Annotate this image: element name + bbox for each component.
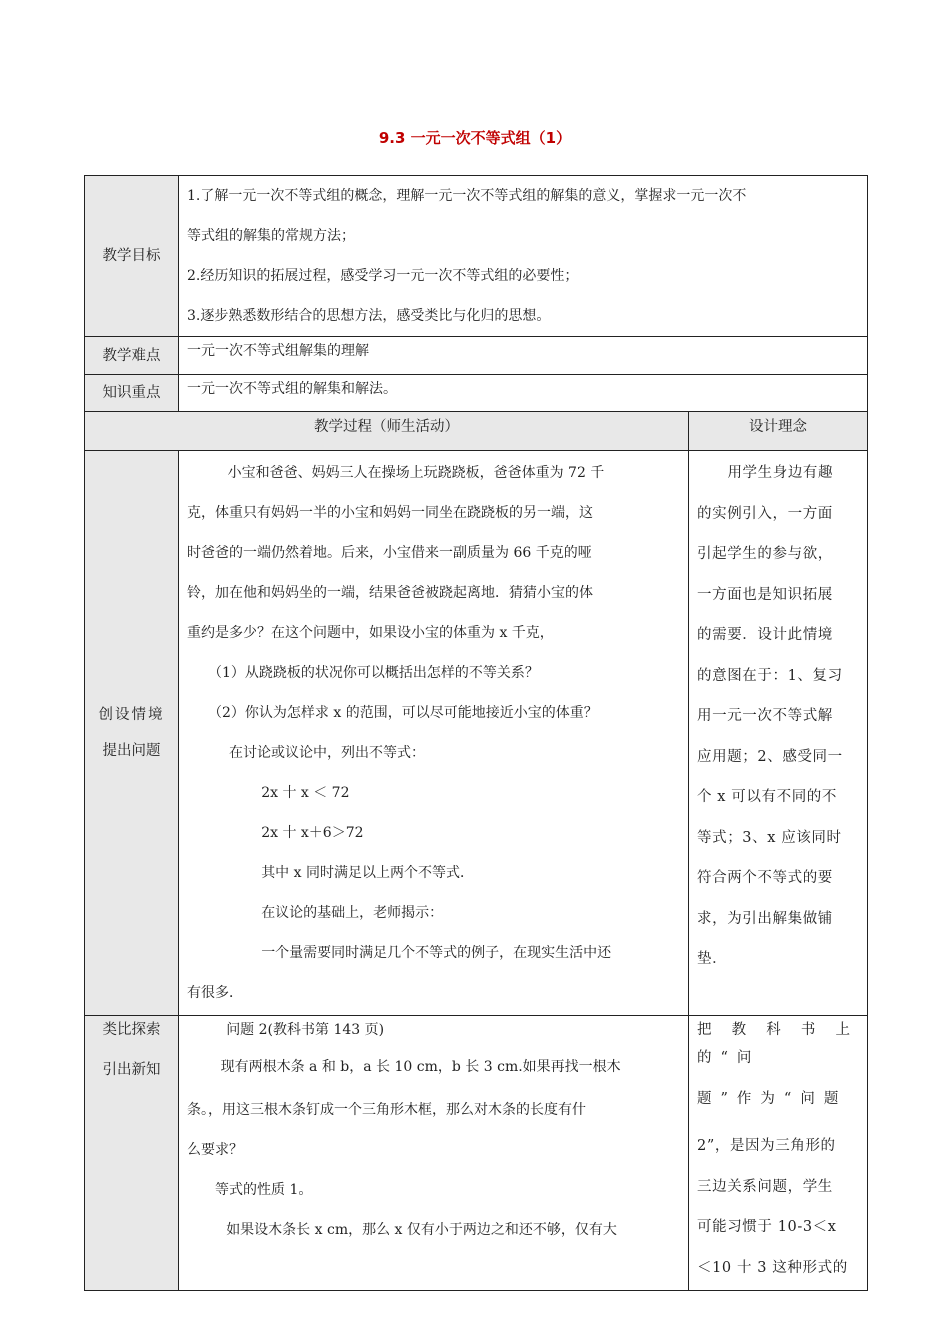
- scenario-line: 重约是多少？在这个问题中，如果设小宝的体重为 x 千克，: [187, 625, 554, 641]
- design-line: 三边关系问题，学生: [697, 1178, 833, 1195]
- analogy-line: 条。，用这三根木条钉成一个三角形木框，那么对木条的长度有什: [187, 1102, 586, 1118]
- design-line: ＜10 十 3 这种形式的: [697, 1259, 848, 1276]
- analogy-label: [85, 1016, 179, 1291]
- inequality: 2x 十 x＋6＞72: [261, 825, 364, 841]
- design-line: 题”作为“问题: [697, 1091, 848, 1107]
- scenario-line: 时爸爸的一端仍然着地。后来，小宝借来一副质量为 66 千克的哑: [187, 545, 592, 561]
- design-line: 垫．: [697, 951, 728, 967]
- design-line: 2”，是因为三角形的: [697, 1138, 836, 1154]
- difficulty-text: 一元一次不等式组解集的理解: [187, 343, 369, 359]
- design-header: 设计理念: [689, 412, 868, 451]
- design-line: 把教科书上的“问: [697, 1022, 860, 1066]
- scenario-design: [689, 451, 868, 1016]
- analogy-line: 如果设木条长 x cm，那么 x 仅有小于两边之和还不够，仅有大: [226, 1222, 617, 1238]
- focus-content: [179, 375, 868, 412]
- design-line: 的实例引入，一方面: [697, 505, 833, 522]
- difficulty-label: 教学难点: [85, 337, 179, 375]
- scenario-question: （1）从跷跷板的状况你可以概括出怎样的不等关系？: [208, 665, 539, 681]
- scenario-label-line2: 提出问题: [102, 743, 161, 759]
- analogy-label-line2: 引出新知: [102, 1062, 161, 1078]
- goals-content: [179, 176, 868, 337]
- focus-row: [85, 375, 868, 412]
- scenario-content: [179, 451, 689, 1016]
- scenario-line: 在讨论或议论中，列出不等式：: [229, 745, 425, 761]
- goals-label: 教学目标: [85, 176, 179, 337]
- goals-row: [85, 176, 868, 337]
- analogy-line: 问题 2(教科书第 143 页): [226, 1022, 385, 1038]
- scenario-line: 其中 x 同时满足以上两个不等式．: [261, 865, 474, 881]
- difficulty-content: [179, 337, 868, 375]
- design-line: 应用题；2、感受同一: [697, 748, 843, 765]
- process-header: 教学过程（师生活动）: [85, 412, 689, 451]
- focus-text: 一元一次不等式组的解集和解法。: [187, 381, 397, 397]
- process-header-row: [85, 412, 868, 451]
- design-line: 符合两个不等式的要: [697, 870, 833, 886]
- scenario-line: 有很多．: [187, 985, 243, 1001]
- analogy-label-line1: 类比探索: [102, 1022, 161, 1038]
- design-line: 等式；3、x 应该同时: [697, 829, 842, 846]
- goal-line: 1.了解一元一次不等式组的概念，理解一元一次不等式组的解集的意义，掌握求一元一次不: [187, 188, 747, 204]
- scenario-label-line1: 创设情境: [98, 707, 165, 723]
- analogy-content: [179, 1016, 689, 1291]
- lesson-plan-table: [84, 175, 868, 1291]
- goal-line: 2.经历知识的拓展过程，感受学习一元一次不等式组的必要性；: [187, 268, 579, 284]
- focus-label: 知识重点: [85, 375, 179, 412]
- document-title: 9.3 一元一次不等式组（1）: [378, 129, 572, 147]
- scenario-line: 克，体重只有妈妈一半的小宝和妈妈一同坐在跷跷板的另一端，这: [187, 505, 593, 521]
- analogy-line: 现有两根木条 a 和 b，a 长 10 cm，b 长 3 cm.如果再找一根木: [220, 1059, 621, 1075]
- inequality: 2x 十 x ＜ 72: [261, 785, 350, 801]
- goal-line: 等式组的解集的常规方法；: [187, 228, 355, 244]
- analogy-design: [689, 1016, 868, 1291]
- goal-line: 3.逐步熟悉数形结合的思想方法，感受类比与化归的思想。: [187, 308, 551, 324]
- analogy-line: 等式的性质 1。: [215, 1182, 313, 1198]
- design-line: 可能习惯于 10-3＜x: [697, 1219, 837, 1235]
- design-line: 用一元一次不等式解: [697, 708, 833, 724]
- scenario-line: 一个量需要同时满足几个不等式的例子，在现实生活中还: [261, 945, 612, 961]
- scenario-question: （2）你认为怎样求 x 的范围，可以尽可能地接近小宝的体重？: [208, 705, 598, 721]
- design-line: 的需要．设计此情境: [697, 627, 833, 643]
- scenario-row: [85, 451, 868, 1016]
- difficulty-row: [85, 337, 868, 375]
- scenario-line: 小宝和爸爸、妈妈三人在操场上玩跷跷板，爸爸体重为 72 千: [227, 465, 605, 481]
- analogy-row: [85, 1016, 868, 1291]
- scenario-line: 铃，加在他和妈妈坐的一端，结果爸爸被跷起离地．猜猜小宝的体: [187, 585, 593, 601]
- design-line: 求，为引出解集做铺: [697, 910, 833, 927]
- design-line: 引起学生的参与欲，: [697, 546, 833, 562]
- design-line: 一方面也是知识拓展: [697, 586, 833, 603]
- design-line: 个 x 可以有不同的不: [697, 789, 837, 805]
- scenario-line: 在议论的基础上，老师揭示：: [261, 905, 444, 921]
- scenario-label: [85, 451, 179, 1016]
- analogy-line: 么要求？: [187, 1142, 243, 1158]
- design-line: 用学生身边有趣: [727, 465, 834, 481]
- design-line: 的意图在于：1、复习: [697, 667, 843, 684]
